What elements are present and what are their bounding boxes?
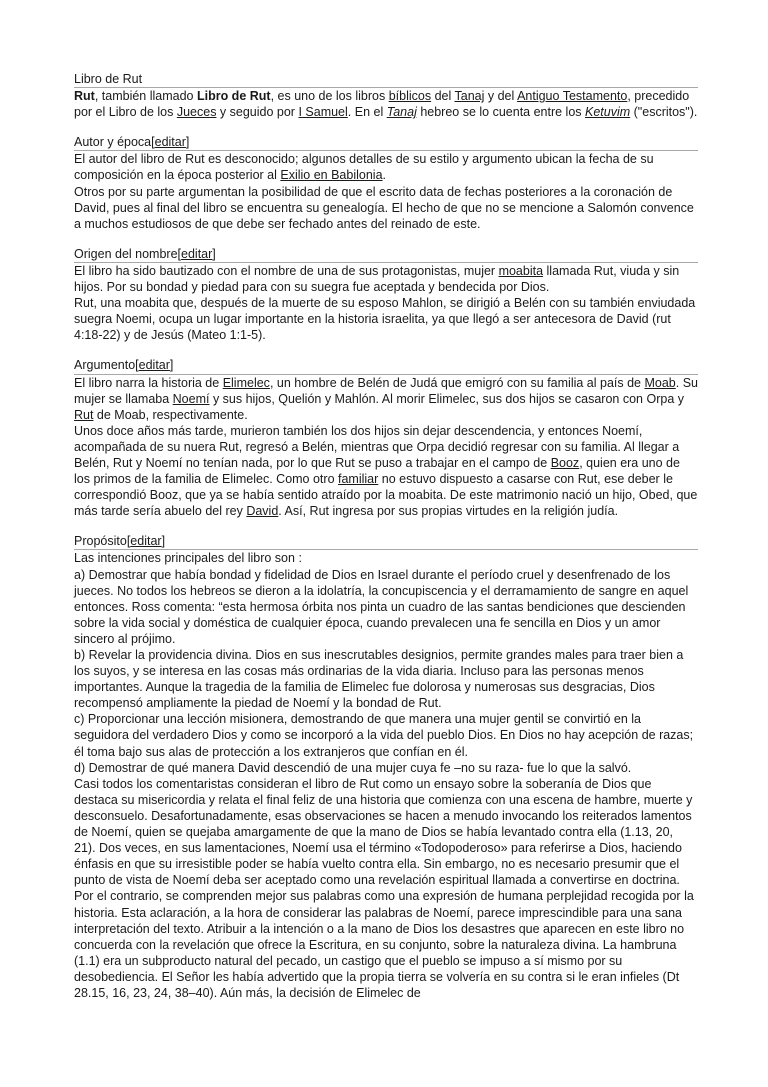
section-heading-argumento: Argumento[editar] [74,357,698,374]
text: . Su mujer se llamaba [74,375,699,406]
proposito-item-b: b) Revelar la providencia divina. Dios en sus inescrutables designios, permite grandes males para traer bien a los suyos, y se interesa en las cosas más ordinarias de la vida diaria. Incluso para las personas menos importantes. Aunque la tragedia de la familia de Elimelec fue dolorosa y numerosas sus desgracias, Dios recompensó ampliamente la piedad de Noemí y la bondad de Rut. [74,648,684,711]
heading-text: Autor y época [74,135,152,150]
link-elimelec[interactable]: Elimelec [222,375,270,390]
autor-paragraph-2: Otros por su parte argumentan la posibilidad de que el escrito data de fechas posteriores a la coronación de David, pues al final del libro se encuentra su genealogía. El hecho de que no se mencione a Salomón convence a muchos estudiosos de que debe ser fechado antes del reinado de este. [74,184,694,231]
text: y del [484,89,518,104]
link-antiguo-testamento[interactable]: Antiguo Testamento [517,89,628,104]
section-proposito [74,533,698,1001]
argumento-paragraph-1 [74,375,698,423]
proposito-item-a: a) Demostrar que había bondad y fidelidad de Dios en Israel durante el período cruel y desenfrenado de los jueces. No todos los hebreos se dieron a la idolatría, la concupiscencia y el derramamiento de sangre en aquel entonces. Ross comenta: “esta hermosa órbita nos pinta un cuadro de las santas bendiciones que descienden sobre la vida social y doméstica de cualquier época, cuando prevalecen una fe sencilla en Dios y un amor sincero al prójimo. [74,567,689,646]
section-heading-proposito: Propósito[editar] [74,533,698,550]
link-exilio-en-babilonia[interactable]: Exilio en Babilonia [280,168,383,183]
link-david[interactable]: David [246,504,279,519]
text: del [431,89,455,104]
link-booz[interactable]: Booz [550,455,580,470]
text: , quien era uno de los primos de la familia de Elimelec. Como otro [74,455,680,487]
link-biblicos[interactable]: bíblicos [388,89,432,104]
heading-text: Propósito [74,534,127,549]
section-autor [74,134,698,232]
link-familiar[interactable]: familiar [338,472,379,487]
text: hebreo se lo cuenta entre los [416,105,586,120]
text: , es uno de los libros [270,89,389,104]
edit-link-origen[interactable]: editar [181,246,213,261]
text: y sus hijos, Quelión y Mahlón. Al morir Elimelec, sus dos hijos se casaron con Orpa y [209,391,684,406]
link-tanaj-2[interactable]: Tanaj [386,105,417,120]
link-moab[interactable]: Moab [644,375,676,390]
link-jueces[interactable]: Jueces [176,105,217,120]
link-ketuvim[interactable]: Ketuvim [585,105,631,120]
text: El autor del libro de Rut es desconocido; algunos detalles de su estilo y argumento ubican la fecha de su composición en la época posterior al [74,152,654,183]
section-heading-origen: Origen del nombre[editar] [74,246,698,263]
text: . Así, Rut ingresa por sus propias virtudes en la religión judía. [278,504,619,519]
section-argumento [74,357,698,519]
proposito-paragraph: Casi todos los comentaristas consideran el libro de Rut como un ensayo sobre la soberanía de Dios que destaca su misericordia y relata el final feliz de una historia que comienza con una escena de hambre, muerte y desconsuelo. Desafortunadamente, esas observaciones se hacen a menudo invocando los reiterados lamentos de Noemí, quien se quejaba amargamente de que la mano de Dios se había levantado contra ella (1.13, 20, 21). Dos veces, en sus lamentaciones, Noemí usa el término «Todopoderoso» para referirse a Dios, haciendo énfasis en que su irresistible poder se había vuelto contra ella. Sin embargo, no es necesario presumir que el punto de vista de Noemí deba ser aceptado como una revelación espiritual llamada a convertirse en doctrina. Por el contrario, se comprenden mejor sus palabras como una expresión de humana perplejidad recogida por la historia. Esta aclaración, a la hora de considerar las palabras de Noemí, parece imprescindible para una sana interpretación del texto. Atribuir a la intención o a la mano de Dios los desastres que aparecen en este libro no concuerda con la revelación que ofrece la Escritura, en su conjunto, sobre la naturaleza divina. La hambruna (1.1) era un subproducto natural del pecado, un castigo que el pueblo se impuso a sí mismo por su desobediencia. El Señor les había advertido que la propia tierra se volvería en su contra si le eran infieles (Dt 28.15, 16, 23, 24, 38–40). Aún más, la decisión de Elimelec de [74,776,694,1000]
text: Unos doce años más tarde, murieron también los dos hijos sin dejar descendencia, y entonces Noemí, acompañada de su nuera Rut, regresó a Belén, mientras que Orpa decidió regresar con su familia. Al llegar a Belén, Rut y Noemí no tenían nada, por lo que Rut se puso a trabajar en el campo de [74,423,680,470]
proposito-item-d: d) Demostrar de qué manera David descendió de una mujer cuya fe –no su raza- fue lo que la salvó. [74,760,632,775]
text: ("escritos"). [630,105,698,120]
link-rut[interactable]: Rut [74,407,94,422]
autor-paragraph-1 [74,151,698,183]
text: llamada Rut, viuda y sin hijos. Por su bondad y piedad para con su suegra fue aceptada y bendecida por Dios. [74,263,680,295]
text: y seguido por [216,105,299,120]
edit-link-autor[interactable]: editar [154,135,186,150]
edit-link-proposito[interactable]: editar [130,534,162,549]
page-title: Libro de Rut [74,71,698,88]
text: , un hombre de Belén de Judá que emigró con su familia al país de [269,375,645,390]
document-page [74,71,698,1001]
origen-paragraph-1 [74,263,698,295]
proposito-item-c: c) Proporcionar una lección misionera, demostrando de que manera una mujer gentil se convirtió en la seguidora del verdadero Dios y como se incorporó a la vida del pueblo Dios. En Dios no hay acepción de razas; él toma bajo sus alas de protección a los extranjeros que confían en él. [74,712,694,759]
text: El libro narra la historia de [74,375,223,390]
text: no estuvo dispuesto a casarse con Rut, ese deber le correspondió Booz, que ya se había sentido atraído por la moabita. De este matrimonio nació un hijo, Obed, que más tarde sería abuelo del rey [74,472,698,519]
edit-link-argumento[interactable]: editar [138,358,170,373]
text: , también llamado [94,89,197,104]
text: El libro ha sido bautizado con el nombre de una de sus protagonistas, mujer [74,263,499,278]
text: de Moab, respectivamente. [93,407,248,422]
text: . [382,168,387,183]
origen-paragraph-2: Rut, una moabita que, después de la muerte de su esposo Mahlon, se dirigió a Belén con su también enviudada suegra Noemi, ocupa un lugar importante en la historia israelita, ya que llegó a ser antecesora de David (rut 4:18-22) y de Jesús (Mateo 1:1-5). [74,296,696,343]
heading-text: Argumento [74,358,136,373]
bold-libro-de-rut: Libro de Rut [196,89,271,104]
section-heading-autor: Autor y época[editar] [74,134,698,151]
link-tanaj[interactable]: Tanaj [454,89,485,104]
bold-rut: Rut [74,89,95,104]
heading-text: Origen del nombre [74,246,178,261]
link-moabita[interactable]: moabita [498,263,544,278]
text: , precedido por el Libro de los [74,89,690,120]
link-noemi[interactable]: Noemí [172,391,210,406]
link-i-samuel[interactable]: I Samuel [298,105,348,120]
section-origen [74,246,698,344]
text: . En el [347,105,387,120]
argumento-paragraph-2 [74,423,698,520]
intro-paragraph [74,88,698,120]
proposito-line: Las intenciones principales del libro son : [74,551,302,566]
